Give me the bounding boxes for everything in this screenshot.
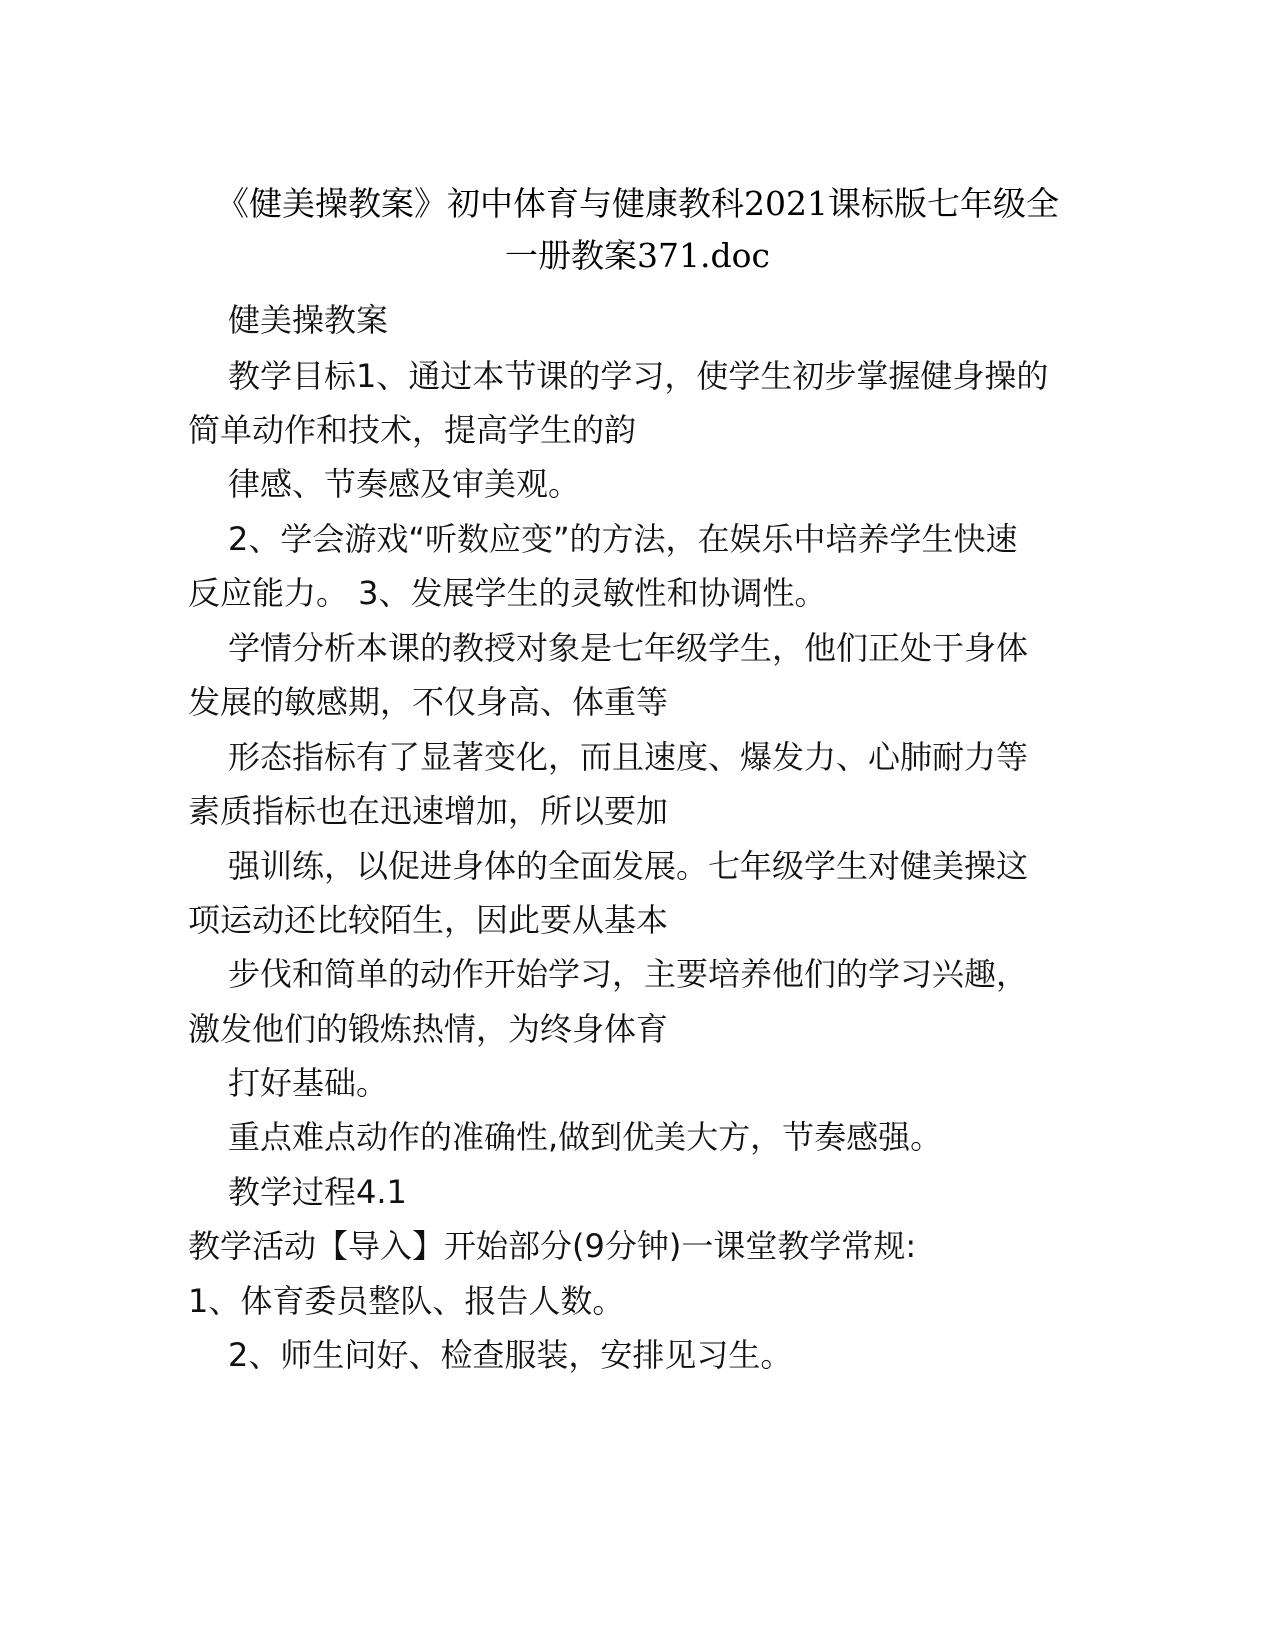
paragraph-line: 1、体育委员整队、报告人数。 — [188, 1282, 625, 1320]
paragraph-line: 教学目标1、通过本节课的学习，使学生初步掌握健身操的 — [228, 357, 1049, 395]
paragraph-line: 教学过程4.1 — [228, 1173, 407, 1211]
paragraph-line: 教学活动【导入】开始部分(9分钟)一课堂教学常规: — [188, 1227, 917, 1265]
paragraph-line: 发展的敏感期，不仅身高、体重等 — [188, 683, 669, 721]
paragraph-line: 重点难点动作的准确性,做到优美大方，节奏感强。 — [228, 1118, 943, 1156]
paragraph-line: 2、师生问好、检查服装，安排见习生。 — [228, 1336, 793, 1374]
paragraph-line: 反应能力。 3、发展学生的灵敏性和协调性。 — [188, 574, 827, 612]
paragraph-line: 打好基础。 — [228, 1064, 389, 1102]
paragraph-line: 步伐和简单的动作开始学习，主要培养他们的学习兴趣， — [228, 955, 1029, 993]
paragraph-line: 激发他们的锻炼热情，为终身体育 — [188, 1010, 669, 1048]
paragraph-line: 律感、节奏感及审美观。 — [228, 465, 581, 503]
paragraph-line: 素质指标也在迅速增加，所以要加 — [188, 792, 669, 830]
paragraph-line: 2、学会游戏“听数应变”的方法，在娱乐中培养学生快速 — [228, 520, 1018, 558]
paragraph-line: 强训练，以促进身体的全面发展。七年级学生对健美操这 — [228, 847, 1029, 885]
paragraph-line: 项运动还比较陌生，因此要从基本 — [188, 901, 669, 939]
document-title-line-1: 《健美操教案》初中体育与健康教科2021课标版七年级全 — [216, 184, 1059, 223]
document-title-line-2: 一册教案371.doc — [505, 236, 770, 275]
paragraph-line: 形态指标有了显著变化，而且速度、爆发力、心肺耐力等 — [228, 738, 1029, 776]
paragraph-line: 学情分析本课的教授对象是七年级学生，他们正处于身体 — [228, 629, 1029, 667]
paragraph-line: 简单动作和技术，提高学生的韵 — [188, 411, 637, 449]
paragraph-line: 健美操教案 — [228, 301, 389, 339]
